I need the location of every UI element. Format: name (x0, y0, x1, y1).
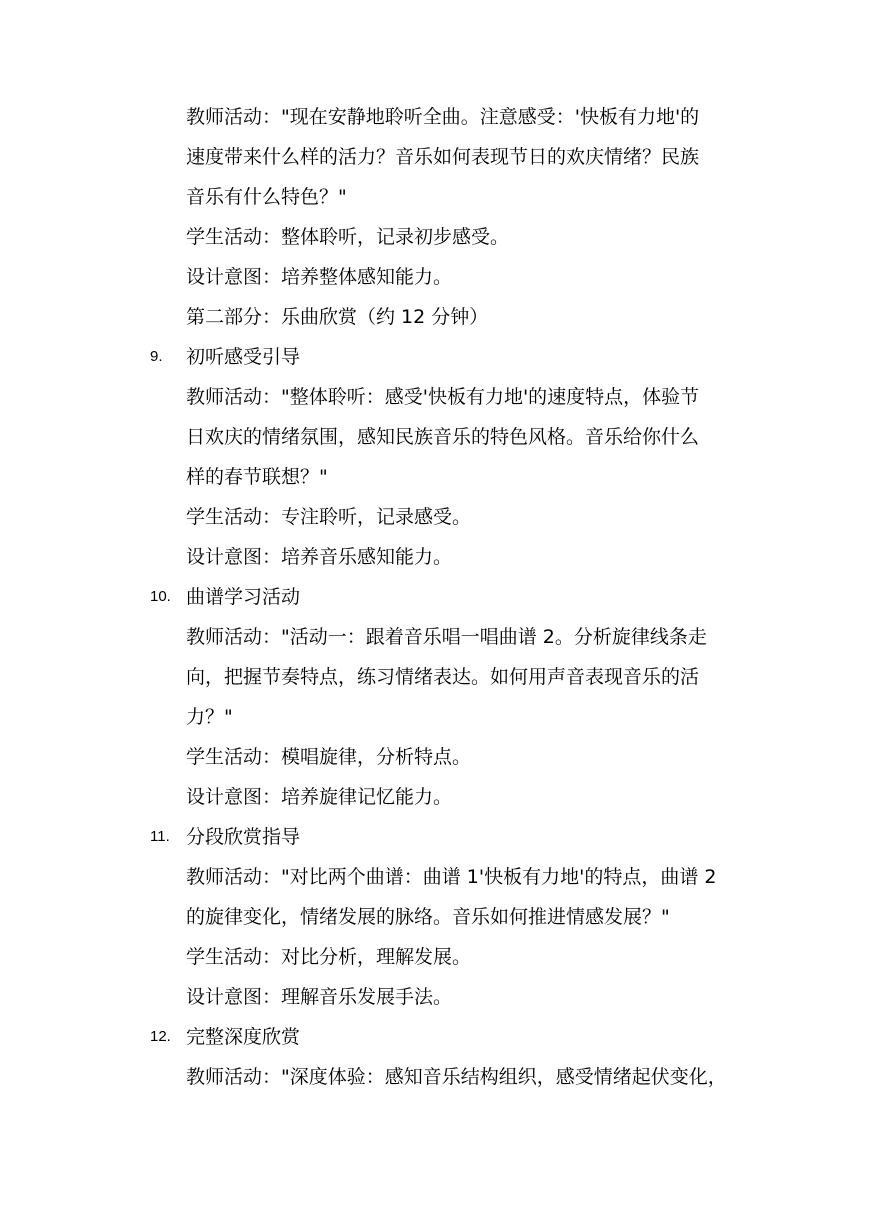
list-item-title: 分段欣赏指导 (186, 826, 301, 848)
part-heading: 第二部分：乐曲欣赏（约 12 分钟） (186, 306, 489, 328)
student-activity: 学生活动：对比分析，理解发展。 (186, 946, 472, 968)
text-line: 速度带来什么样的活力？音乐如何表现节日的欢庆情绪？民族 (186, 146, 700, 168)
teacher-activity (150, 377, 738, 497)
list-number: 12. (150, 1028, 171, 1045)
intro-teacher-activity (150, 97, 738, 217)
text-line: 向，把握节奏特点，练习情绪表达。如何用声音表现音乐的活 (186, 666, 700, 688)
teacher-activity (150, 857, 738, 937)
list-item-heading (150, 817, 750, 857)
design-intent: 设计意图：理解音乐发展手法。 (186, 986, 453, 1008)
list-item-title: 曲谱学习活动 (186, 586, 301, 608)
list-item-title: 初听感受引导 (186, 346, 301, 368)
text-line: 的旋律变化，情绪发展的脉络。音乐如何推进情感发展？" (186, 906, 670, 928)
text-line: 教师活动："对比两个曲谱：曲谱 1'快板有力地'的特点，曲谱 2 (186, 866, 717, 888)
teacher-activity (150, 1057, 738, 1097)
list-number: 11. (150, 828, 170, 845)
text-line: 教师活动："活动一：跟着音乐唱一唱曲谱 2。分析旋律线条走 (186, 626, 707, 648)
text-line: 样的春节联想？" (186, 466, 328, 488)
design-intent: 设计意图：培养旋律记忆能力。 (186, 786, 453, 808)
student-activity: 学生活动：专注聆听，记录感受。 (186, 506, 472, 528)
list-item-heading (150, 337, 750, 377)
lesson-plan-content (150, 97, 750, 1097)
list-item-heading (150, 1017, 750, 1057)
text-line: 教师活动："现在安静地聆听全曲。注意感受：'快板有力地'的 (186, 106, 700, 128)
text-line: 教师活动："整体聆听：感受'快板有力地'的速度特点，体验节 (186, 386, 700, 408)
list-number: 9. (150, 348, 163, 365)
intro-student-activity: 学生活动：整体聆听，记录初步感受。 (186, 226, 510, 248)
teacher-activity (150, 617, 738, 737)
list-item-heading (150, 577, 750, 617)
text-line: 日欢庆的情绪氛围，感知民族音乐的特色风格。音乐给你什么 (186, 426, 700, 448)
list-item-title: 完整深度欣赏 (186, 1026, 301, 1048)
text-line: 音乐有什么特色？" (186, 186, 347, 208)
design-intent: 设计意图：培养音乐感知能力。 (186, 546, 453, 568)
list-number: 10. (150, 588, 171, 605)
text-line: 教师活动："深度体验：感知音乐结构组织，感受情绪起伏变化， (186, 1066, 727, 1088)
student-activity: 学生活动：模唱旋律，分析特点。 (186, 746, 472, 768)
text-line: 力？" (186, 706, 233, 728)
intro-design-intent: 设计意图：培养整体感知能力。 (186, 266, 453, 288)
